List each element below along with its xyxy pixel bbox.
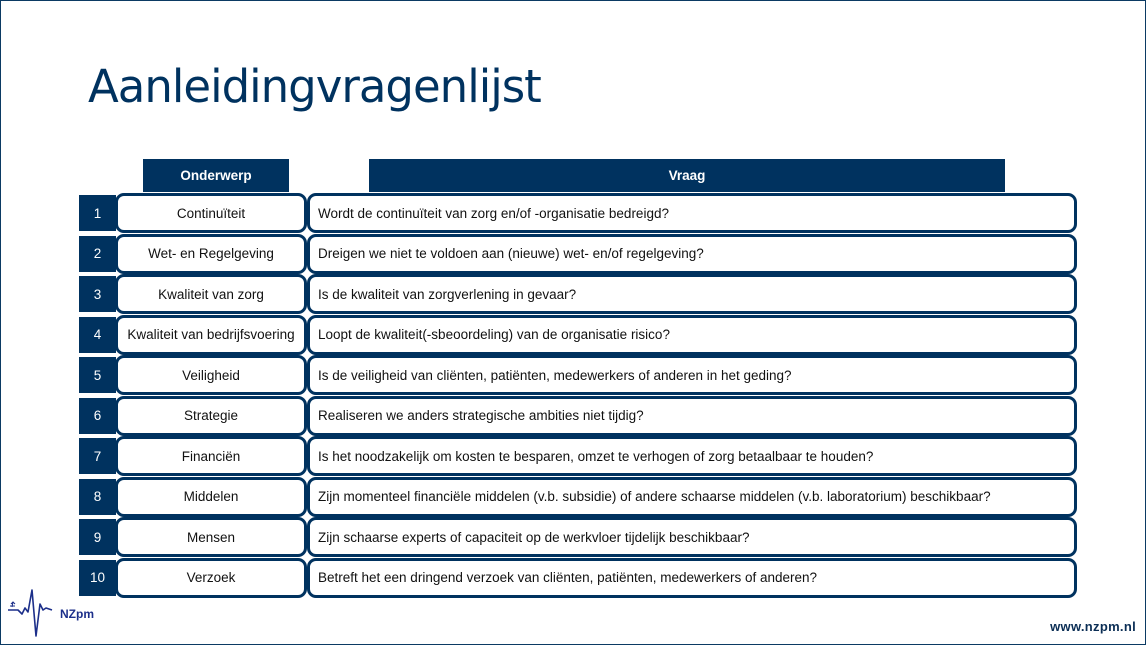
table-row	[79, 558, 1071, 598]
row-number: 4	[79, 317, 116, 353]
row-question	[307, 234, 1077, 274]
table-row	[79, 274, 1071, 314]
table-row	[79, 234, 1071, 274]
row-question-text: Loopt de kwaliteit(-sbeoordeling) van de organisatie risico?	[318, 327, 670, 342]
row-question	[307, 315, 1077, 355]
row-number: 5	[79, 357, 116, 393]
row-number: 8	[79, 479, 116, 515]
table-row	[79, 315, 1071, 355]
table-row	[79, 193, 1071, 233]
row-number: 10	[79, 560, 116, 596]
row-question-text: Is het noodzakelijk om kosten te besparen, omzet te verhogen of zorg betaalbaar te houden?	[318, 448, 874, 464]
row-subject: Wet- en Regelgeving	[115, 234, 307, 274]
heartbeat-logo-icon	[6, 588, 60, 640]
row-number: 1	[79, 195, 116, 231]
row-question-text: Wordt de continuïteit van zorg en/of -organisatie bedreigd?	[318, 205, 669, 221]
row-number: 2	[79, 236, 116, 272]
row-question-text: Zijn schaarse experts of capaciteit op de werkvloer tijdelijk beschikbaar?	[318, 529, 750, 545]
row-number: 3	[79, 276, 116, 312]
website-url: www.nzpm.nl	[1050, 619, 1136, 634]
row-subject: Continuïteit	[115, 193, 307, 233]
table-row	[79, 477, 1071, 517]
row-question-text: Betreft het een dringend verzoek van cliënten, patiënten, medewerkers of anderen?	[318, 570, 818, 585]
row-subject: Mensen	[115, 517, 307, 557]
row-subject: Financiën	[115, 436, 307, 476]
row-question-text: Is de veiligheid van cliënten, patiënten, medewerkers of anderen in het geding?	[318, 367, 792, 383]
row-question	[307, 274, 1077, 314]
row-question-text: Dreigen we niet te voldoen aan (nieuwe) wet- en/of regelgeving?	[318, 246, 704, 261]
row-question	[307, 193, 1077, 233]
row-question	[307, 517, 1077, 557]
page-title: Aanleidingvragenlijst	[88, 60, 541, 113]
row-number: 7	[79, 438, 116, 474]
logo-text: NZpm	[60, 607, 94, 621]
row-question-text: Realiseren we anders strategische ambities niet tijdig?	[318, 408, 644, 423]
row-question-text: Zijn momenteel financiële middelen (v.b. subsidie) of andere schaarse middelen (v.b. laboratorium) beschikbaar?	[318, 489, 991, 504]
row-subject: Veiligheid	[115, 355, 307, 395]
row-question	[307, 355, 1077, 395]
row-subject: Kwaliteit van zorg	[115, 274, 307, 314]
row-subject: Middelen	[115, 477, 307, 517]
table-row	[79, 436, 1071, 476]
table-row	[79, 517, 1071, 557]
header-subject: Onderwerp	[143, 159, 289, 192]
row-question	[307, 558, 1077, 598]
row-question	[307, 436, 1077, 476]
row-question	[307, 477, 1077, 517]
table-row	[79, 396, 1071, 436]
row-subject: Strategie	[115, 396, 307, 436]
header-question: Vraag	[369, 159, 1005, 192]
row-subject: Kwaliteit van bedrijfsvoering	[115, 315, 307, 355]
row-question	[307, 396, 1077, 436]
nzpm-logo	[6, 588, 96, 640]
row-number: 6	[79, 398, 116, 434]
row-question-text: Is de kwaliteit van zorgverlening in gevaar?	[318, 286, 577, 302]
row-number: 9	[79, 519, 116, 555]
row-subject: Verzoek	[115, 558, 307, 598]
table-row	[79, 355, 1071, 395]
